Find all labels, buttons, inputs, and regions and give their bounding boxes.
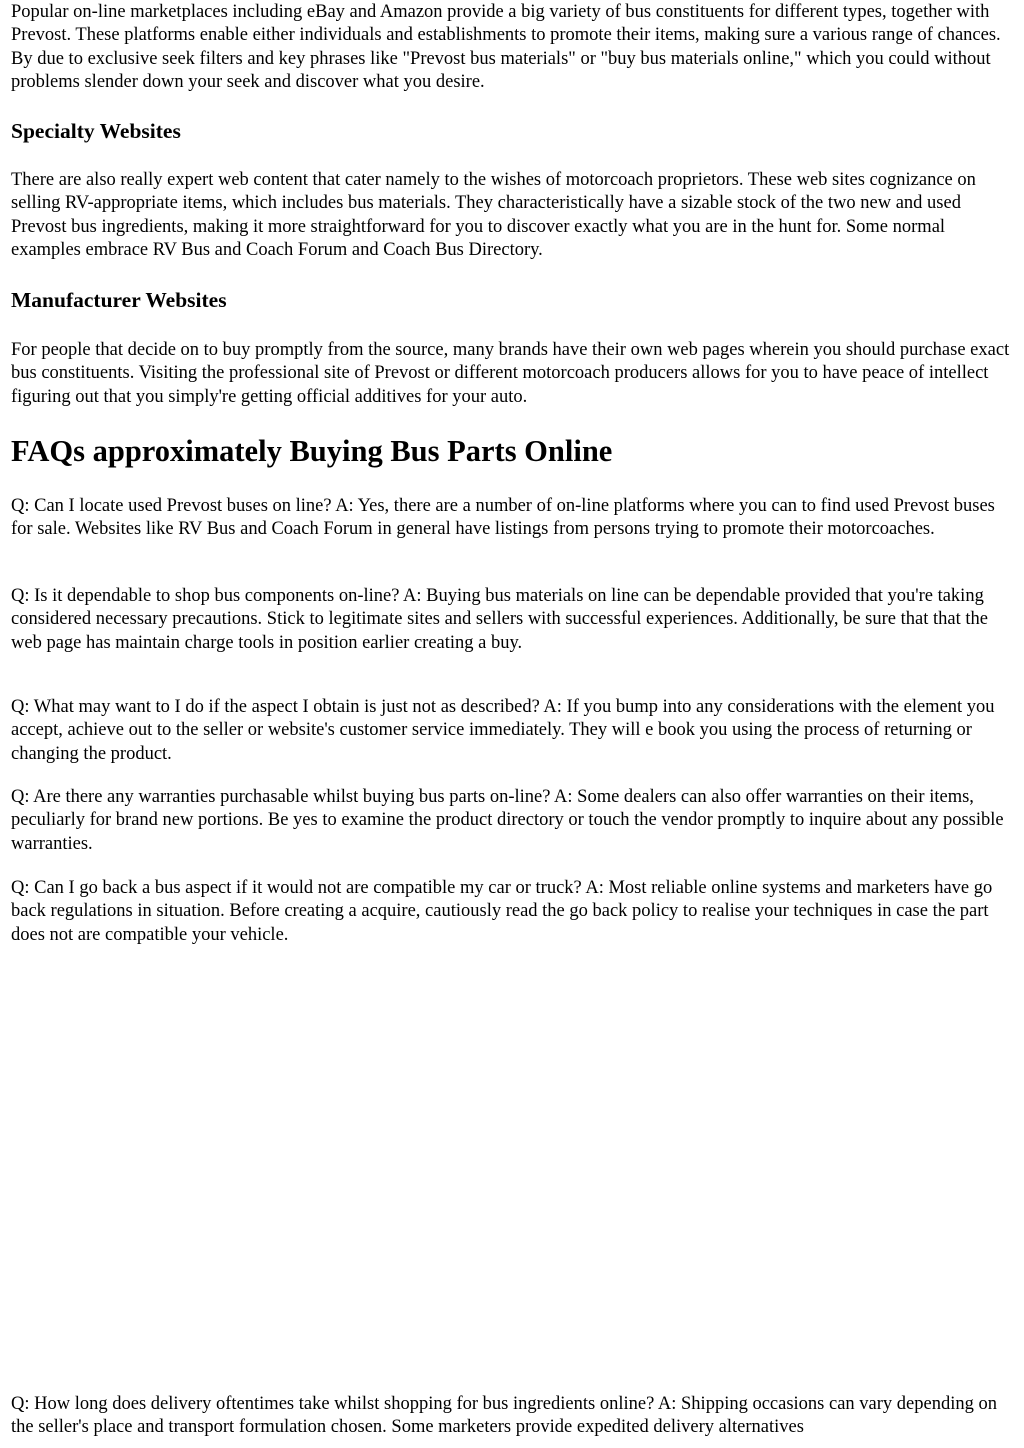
manufacturer-websites-heading: Manufacturer Websites (11, 288, 227, 312)
specialty-websites-paragraph: There are also really expert web content that cater namely to the wishes of motorcoach proprietors. These web sites cognizance on selling RV-appropriate items, which includes bus materials. They characteristically have a sizable stock of the two new and used Prevost bus ingredients, making it more straightforward for you to discover exactly what you are in the hunt for. Some normal examples embrace RV Bus and Coach Forum and Coach Bus Directory. (11, 170, 976, 260)
specialty-websites-heading: Specialty Websites (11, 119, 181, 143)
faq-item: Q: Can I locate used Prevost buses on line? A: Yes, there are a number of on-line platforms where you can to find used Prevost buses for sale. Websites like RV Bus and Coach Forum in general have listings from persons trying to promote their motorcoaches. (11, 496, 995, 540)
faq-heading: FAQs approximately Buying Bus Parts Online (11, 434, 613, 468)
faq-item: Q: Is it dependable to shop bus components on-line? A: Buying bus materials on line can be dependable provided that you're taking considered necessary precautions. Stick to legitimate sites and sellers with successful experiences. Additionally, be sure that that the web page has maintain charge tools in position earlier creating a buy. (11, 586, 988, 653)
faq-item: Q: Are there any warranties purchasable whilst buying bus parts on-line? A: Some dealers can also offer warranties on their items, peculiarly for brand new portions. Be yes to examine the product directory or touch the vendor promptly to inquire about any possible warranties. (11, 787, 1004, 854)
manufacturer-websites-paragraph: For people that decide on to buy promptly from the source, many brands have their own web pages wherein you should purchase exact bus constituents. Visiting the professional site of Prevost or different motorcoach producers allows for you to have peace of intellect figuring out that you simply're getting official additives for your auto. (11, 340, 1010, 407)
intro-paragraph: Popular on-line marketplaces including eBay and Amazon provide a big variety of bus constituents for different types, together with Prevost. These platforms enable either individuals and establishments to promote their items, making sure a various range of chances. By due to exclusive seek filters and key phrases like "Prevost bus materials" or "buy bus materials online," which you could without problems slender down your seek and discover what you desire. (11, 2, 1001, 92)
faq-item: Q: Can I go back a bus aspect if it would not are compatible my car or truck? A: Most reliable online systems and marketers have go back regulations in situation. Before creating a acquire, cautiously read the go back policy to realise your techniques in case the part does not are compatible your vehicle. (11, 878, 993, 945)
faq-item: Q: How long does delivery oftentimes take whilst shopping for bus ingredients online? A: Shipping occasions can vary depending on the seller's place and transport formulation chosen. Some marketers provide expedited delivery alternatives (11, 1394, 997, 1438)
faq-item: Q: What may want to I do if the aspect I obtain is just not as described? A: If you bump into any considerations with the element you accept, achieve out to the seller or website's customer service immediately. They will e book you using the process of returning or changing the product. (11, 697, 995, 764)
